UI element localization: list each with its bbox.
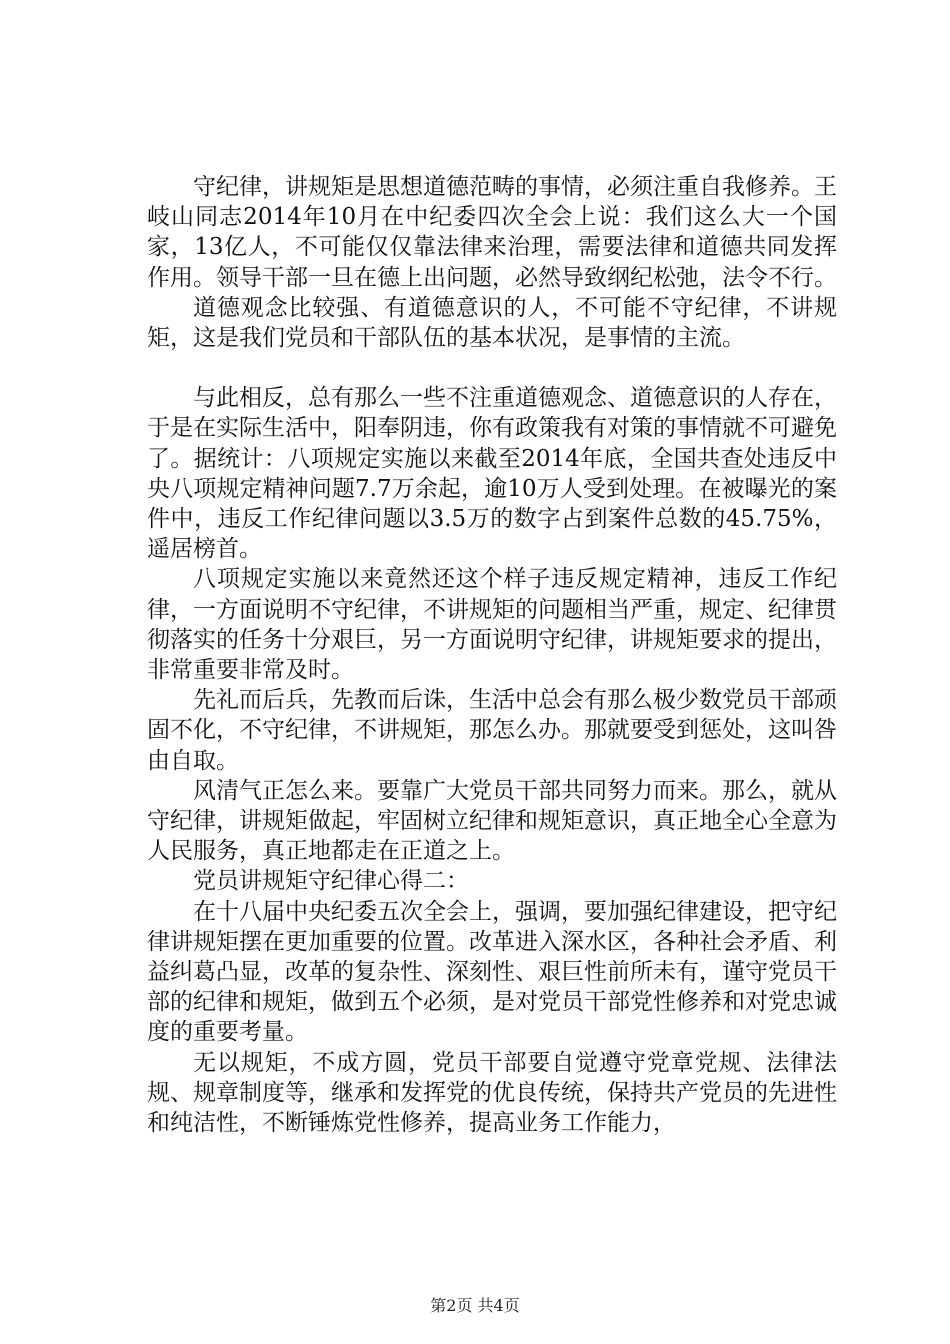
paragraph-8: 无以规矩，不成方圆，党员干部要自觉遵守党章党规、法律法规、规章制度等，继承和发挥党的优良传统，保持共产党员的先进性和纯洁性，不断锤炼党性修养，提高业务工作能力，	[147, 1049, 837, 1137]
document-body	[147, 172, 837, 1138]
paragraph-6: 风清气正怎么来。要靠广大党员干部共同努力而来。那么，就从守纪律，讲规矩做起，牢固树立纪律和规矩意识，真正地全心全意为人民服务，真正地都走在正道之上。	[147, 777, 837, 865]
section-heading: 党员讲规矩守纪律心得二：	[193, 868, 469, 895]
paragraph-7: 在十八届中央纪委五次全会上，强调，要加强纪律建设，把守纪律讲规矩摆在更加重要的位置。改革进入深水区，各种社会矛盾、利益纠葛凸显，改革的复杂性、深刻性、艰巨性前所未有，谨守党员干部的纪律和规矩，做到五个必须，是对党员干部党性修养和对党忠诚度的重要考量。	[147, 898, 837, 1046]
paragraph-1: 守纪律，讲规矩是思想道德范畴的事情，必须注重自我修养。王岐山同志2014年10月在中纪委四次全会上说：我们这么大一个国家，13亿人，不可能仅仅靠法律来治理，需要法律和道德共同发挥作用。领导干部一旦在德上出问题，必然导致纲纪松弛，法令不行。	[147, 174, 837, 291]
page-number-footer: 第2页 共4页	[430, 1296, 520, 1315]
paragraph-5: 先礼而后兵，先教而后诛，生活中总会有那么极少数党员干部顽固不化，不守纪律，不讲规矩，那怎么办。那就要受到惩处，这叫咎由自取。	[147, 687, 837, 774]
paragraph-4: 八项规定实施以来竟然还这个样子违反规定精神，违反工作纪律，一方面说明不守纪律，不讲规矩的问题相当严重，规定、纪律贯彻落实的任务十分艰巨，另一方面说明守纪律，讲规矩要求的提出，非常重要非常及时。	[147, 566, 837, 684]
paragraph-2: 道德观念比较强、有道德意识的人，不可能不守纪律，不讲规矩，这是我们党员和干部队伍的基本状况，是事情的主流。	[147, 294, 837, 352]
paragraph-3: 与此相反，总有那么一些不注重道德观念、道德意识的人存在，于是在实际生活中，阳奉阴违，你有政策我有对策的事情就不可避免了。据统计：八项规定实施以来截至2014年底，全国共查处违反中央八项规定精神问题7.7万余起，逾10万人受到处理。在被曝光的案件中，违反工作纪律问题以3.5万的数字占到案件总数的45.75%，遥居榜首。	[147, 385, 837, 563]
